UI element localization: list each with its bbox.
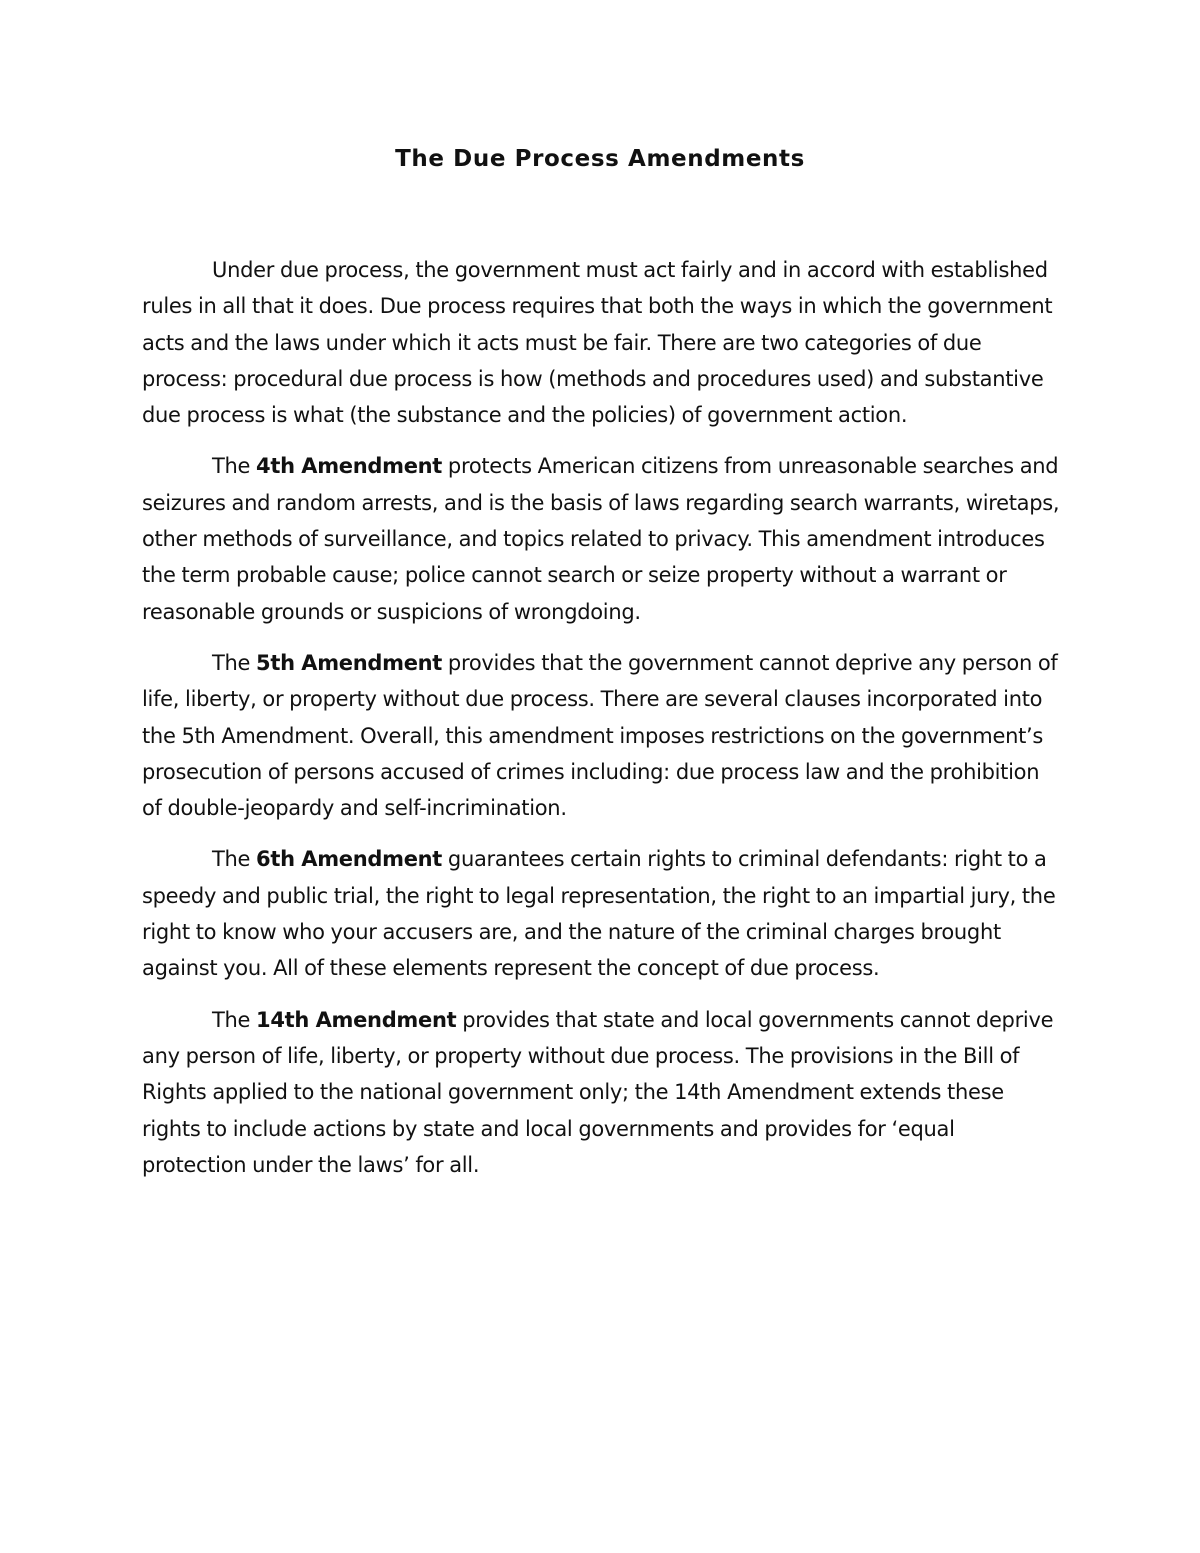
amendment-heading: 6th Amendment (256, 847, 443, 872)
paragraph-6th-amendment (142, 841, 1062, 986)
paragraph-lead: The (212, 650, 257, 675)
paragraph-text: provides that state and local governments cannot deprive any person of life, liberty, or property without due process. The provisions in the Bill of Rights applied to the national government only; the 14th Amendment extends these rights to include actions by state and local governments and provides for ‘equal protection under the laws’ for all. (142, 1007, 1054, 1177)
paragraph-4th-amendment (142, 448, 1062, 629)
paragraph-lead: The (212, 847, 257, 872)
paragraph-lead: The (212, 1007, 257, 1032)
paragraph-intro (142, 252, 1062, 433)
document-title: The Due Process Amendments (395, 146, 805, 172)
paragraph-text: guarantees certain rights to criminal defendants: right to a speedy and public trial, the right to legal representation, the right to an impartial jury, the right to know who your accusers are, and the nature of the criminal charges brought against you. All of these elements represent the concept of due process. (142, 847, 1056, 981)
amendment-heading: 4th Amendment (256, 454, 443, 479)
paragraph-text: protects American citizens from unreasonable searches and seizures and random arrests, and is the basis of laws regarding search warrants, wiretaps, other methods of surveillance, and topics related to privacy. This amendment introduces the term probable cause; police cannot search or seize property without a warrant or reasonable grounds or suspicions of wrongdoing. (142, 454, 1060, 624)
paragraph-5th-amendment (142, 645, 1062, 826)
paragraph-text: Under due process, the government must act fairly and in accord with established rules in all that it does. Due process requires that both the ways in which the government acts and the laws under which it acts must be fair. There are two categories of due process: procedural due process is how (methods and procedures used) and substantive due process is what (the substance and the policies) of government action. (142, 258, 1053, 428)
amendment-heading: 5th Amendment (256, 650, 443, 675)
paragraph-text: provides that the government cannot deprive any person of life, liberty, or property without due process. There are several clauses incorporated into the 5th Amendment. Overall, this amendment imposes restrictions on the government’s prosecution of persons accused of crimes including: due process law and the prohibition of double-jeopardy and self-incrimination. (142, 650, 1058, 821)
paragraph-lead: The (212, 454, 257, 479)
amendment-heading: 14th Amendment (256, 1007, 457, 1032)
paragraph-14th-amendment (142, 1002, 1062, 1183)
document-body (142, 252, 1062, 1198)
